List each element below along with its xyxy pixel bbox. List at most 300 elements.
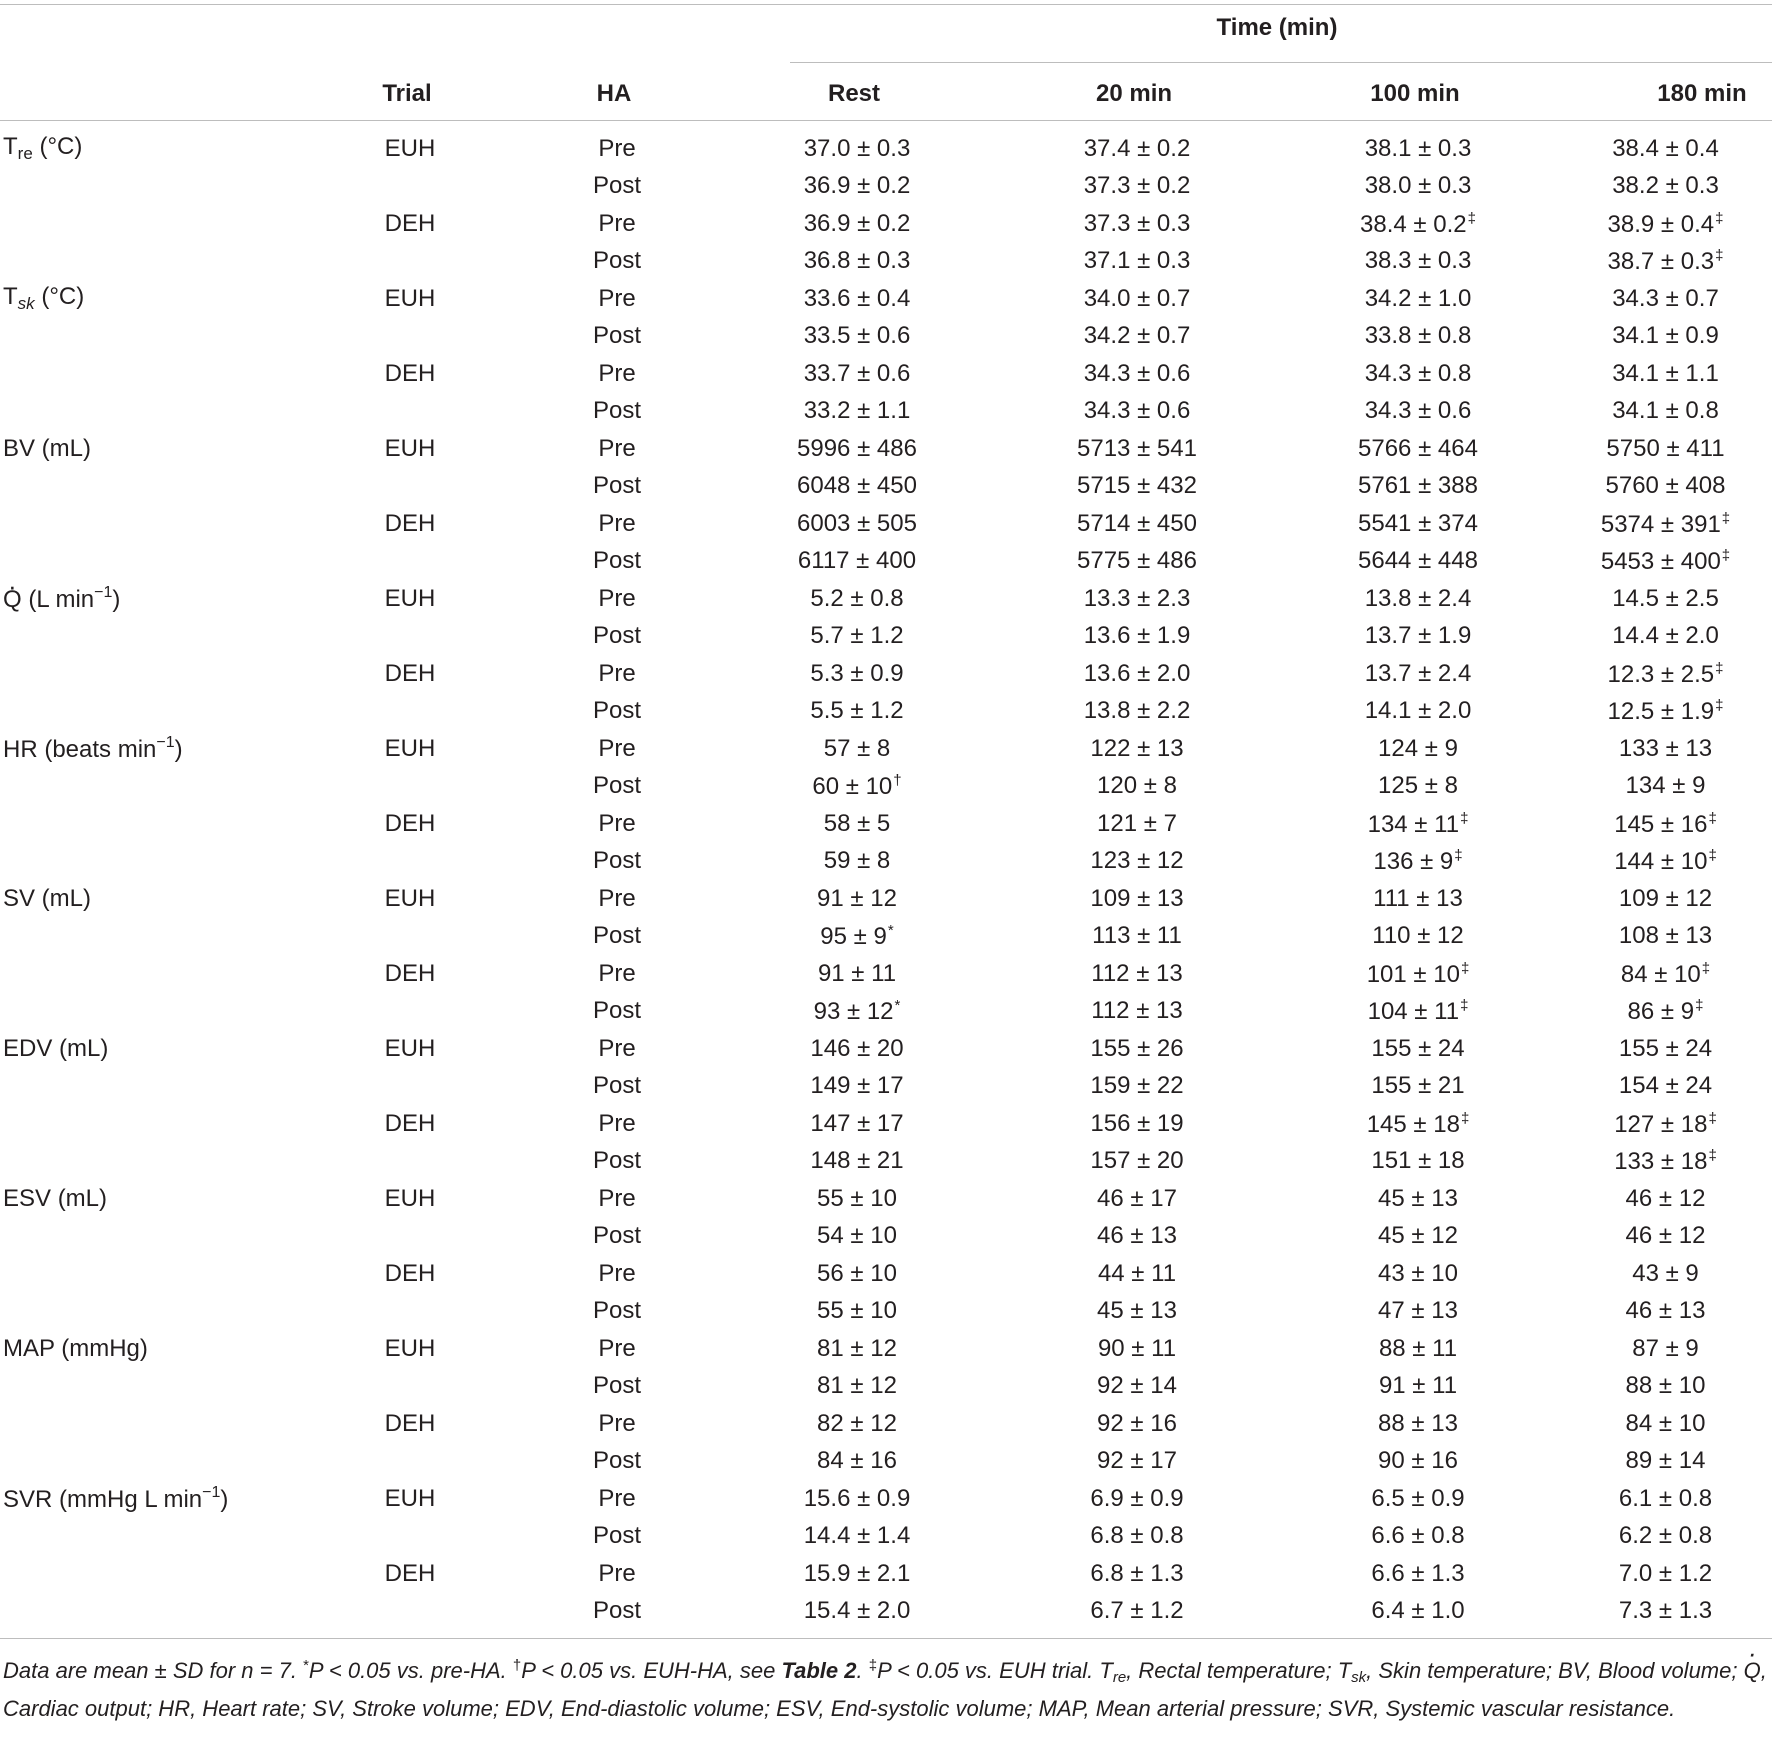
value-cell-rest bbox=[717, 543, 997, 581]
ha-cell: Pre bbox=[598, 659, 636, 687]
value-cell-rest bbox=[717, 918, 997, 956]
value-cell-20min bbox=[997, 580, 1277, 618]
value-cell-100min bbox=[1277, 843, 1559, 881]
table-row bbox=[0, 1293, 1772, 1331]
value-cell-20min bbox=[997, 468, 1277, 506]
value-cell-180min bbox=[1559, 1443, 1772, 1481]
value-text: 59 ± 8 bbox=[823, 847, 891, 875]
value-text: 37.1 ± 0.3 bbox=[1083, 247, 1191, 275]
value-cell-rest bbox=[717, 1180, 997, 1218]
table-row bbox=[0, 1143, 1772, 1181]
variable-cell bbox=[0, 130, 303, 168]
value-text: 38.1 ± 0.3 bbox=[1364, 134, 1472, 162]
value-text: 90 ± 11 bbox=[1097, 1334, 1177, 1362]
value-cell-20min bbox=[997, 505, 1277, 543]
value-text: 144 ± 10 bbox=[1614, 848, 1708, 876]
value-text: 125 ± 8 bbox=[1378, 772, 1458, 800]
variable-superscript: −1 bbox=[94, 584, 113, 602]
value-cell-180min bbox=[1559, 730, 1772, 768]
value-text: 133 ± 13 bbox=[1618, 734, 1713, 762]
value-text: 43 ± 10 bbox=[1378, 1259, 1458, 1287]
value-cell-180min bbox=[1559, 1518, 1772, 1556]
value-cell-100min bbox=[1277, 1480, 1559, 1518]
footnote-mark: ‡ bbox=[868, 1657, 878, 1674]
table-row bbox=[0, 918, 1772, 956]
value-cell-180min bbox=[1559, 1030, 1772, 1068]
value-text: 14.5 ± 2.5 bbox=[1612, 584, 1719, 612]
value-cell-rest bbox=[717, 730, 997, 768]
trial-cell bbox=[303, 1218, 517, 1256]
value-cell-100min bbox=[1277, 993, 1559, 1031]
table-row bbox=[0, 468, 1772, 506]
value-text: 38.4 ± 0.4 bbox=[1612, 134, 1719, 162]
ha-cell: Pre bbox=[598, 1409, 636, 1437]
time-span-rule bbox=[790, 62, 1772, 63]
variable-cell bbox=[0, 1555, 303, 1593]
value-cell-20min bbox=[997, 243, 1277, 281]
value-cell-20min bbox=[997, 430, 1277, 468]
table-row bbox=[0, 730, 1772, 768]
value-text: 5453 ± 400 bbox=[1600, 548, 1721, 576]
value-text: 124 ± 9 bbox=[1378, 734, 1458, 762]
value-cell-100min bbox=[1277, 318, 1559, 356]
value-cell-rest bbox=[717, 1105, 997, 1143]
variable-label: BV (mL) bbox=[3, 434, 92, 462]
trial-cell: EUH bbox=[384, 1484, 436, 1512]
value-text: 34.0 ± 0.7 bbox=[1083, 284, 1191, 312]
value-cell-180min bbox=[1559, 205, 1772, 243]
value-text: 148 ± 21 bbox=[810, 1147, 904, 1175]
trial-cell bbox=[303, 393, 517, 431]
ha-cell: Pre bbox=[598, 1184, 636, 1212]
value-cell-100min bbox=[1277, 1293, 1559, 1331]
table-row bbox=[0, 130, 1772, 168]
ha-cell: Post bbox=[592, 247, 642, 275]
value-cell-180min bbox=[1559, 580, 1772, 618]
value-cell-100min bbox=[1277, 1218, 1559, 1256]
value-text: 123 ± 12 bbox=[1090, 847, 1184, 875]
time-header: Time (min) bbox=[1216, 14, 1338, 41]
value-cell-rest bbox=[717, 880, 997, 918]
value-cell-180min bbox=[1559, 130, 1772, 168]
value-cell-180min bbox=[1559, 693, 1772, 731]
trial-cell: EUH bbox=[384, 134, 436, 162]
variable-cell bbox=[0, 243, 303, 281]
ha-cell: Post bbox=[592, 1297, 642, 1325]
ha-cell: Pre bbox=[598, 809, 636, 837]
value-cell-180min bbox=[1559, 1218, 1772, 1256]
table-row bbox=[0, 1555, 1772, 1593]
col-header-ha: HA bbox=[596, 80, 632, 107]
value-cell-180min bbox=[1559, 1068, 1772, 1106]
variable-cell bbox=[0, 918, 303, 956]
value-cell-20min bbox=[997, 1443, 1277, 1481]
value-text: 84 ± 16 bbox=[817, 1447, 897, 1475]
value-text: 55 ± 10 bbox=[817, 1297, 897, 1325]
value-cell-20min bbox=[997, 618, 1277, 656]
table-row bbox=[0, 280, 1772, 318]
ha-cell: Post bbox=[592, 1372, 642, 1400]
value-cell-rest bbox=[717, 355, 997, 393]
value-cell-100min bbox=[1277, 655, 1559, 693]
ha-cell: Post bbox=[592, 322, 642, 350]
value-text: 45 ± 13 bbox=[1378, 1184, 1458, 1212]
value-text: 15.4 ± 2.0 bbox=[803, 1597, 911, 1625]
value-cell-100min bbox=[1277, 1593, 1559, 1631]
trial-cell: DEH bbox=[384, 1559, 436, 1587]
value-cell-rest bbox=[717, 1368, 997, 1406]
variable-label: · Q bbox=[3, 588, 22, 612]
trial-cell: DEH bbox=[384, 359, 436, 387]
value-text: 88 ± 13 bbox=[1378, 1409, 1458, 1437]
variable-cell bbox=[0, 805, 303, 843]
significance-mark: ‡ bbox=[1715, 247, 1724, 265]
value-cell-rest bbox=[717, 468, 997, 506]
value-text: 5.3 ± 0.9 bbox=[810, 659, 904, 687]
variable-cell bbox=[0, 1180, 303, 1218]
variable-superscript: −1 bbox=[156, 734, 175, 752]
ha-cell: Post bbox=[592, 622, 642, 650]
value-cell-rest bbox=[717, 1255, 997, 1293]
value-text: 34.3 ± 0.8 bbox=[1364, 359, 1472, 387]
value-cell-100min bbox=[1277, 280, 1559, 318]
value-cell-20min bbox=[997, 730, 1277, 768]
value-text: 133 ± 18 bbox=[1614, 1148, 1708, 1176]
trial-cell: EUH bbox=[384, 584, 436, 612]
significance-mark: ‡ bbox=[1701, 959, 1711, 977]
footnote-q-dot: · Q bbox=[1744, 1655, 1761, 1686]
value-text: 13.8 ± 2.4 bbox=[1364, 584, 1472, 612]
significance-mark: * bbox=[887, 922, 894, 940]
footnote-text: , Skin temperature; BV, Blood volume; bbox=[1366, 1658, 1744, 1683]
value-cell-rest bbox=[717, 1443, 997, 1481]
trial-cell: DEH bbox=[384, 659, 436, 687]
value-text: 145 ± 18 bbox=[1366, 1110, 1460, 1138]
value-cell-100min bbox=[1277, 1518, 1559, 1556]
value-text: 6.8 ± 1.3 bbox=[1090, 1559, 1184, 1587]
variable-label: MAP (mmHg) bbox=[3, 1334, 148, 1362]
table-row bbox=[0, 1218, 1772, 1256]
value-text: 14.4 ± 2.0 bbox=[1612, 622, 1719, 650]
value-cell-rest bbox=[717, 993, 997, 1031]
value-text: 6048 ± 450 bbox=[797, 472, 917, 500]
variable-cell bbox=[0, 543, 303, 581]
value-cell-rest bbox=[717, 1068, 997, 1106]
value-text: 91 ± 12 bbox=[817, 884, 897, 912]
value-cell-20min bbox=[997, 993, 1277, 1031]
value-text: 6.2 ± 0.8 bbox=[1618, 1522, 1713, 1550]
variable-label: SVR (mmHg L min bbox=[3, 1486, 203, 1514]
variable-subscript: re bbox=[17, 144, 33, 164]
ha-cell: Post bbox=[592, 397, 642, 425]
value-text: 55 ± 10 bbox=[817, 1184, 897, 1212]
table-row bbox=[0, 843, 1772, 881]
value-text: 151 ± 18 bbox=[1371, 1147, 1465, 1175]
value-text: 145 ± 16 bbox=[1614, 810, 1708, 838]
table-row bbox=[0, 1368, 1772, 1406]
value-cell-20min bbox=[997, 1555, 1277, 1593]
value-cell-100min bbox=[1277, 1143, 1559, 1181]
table-row bbox=[0, 1030, 1772, 1068]
value-text: 87 ± 9 bbox=[1632, 1334, 1699, 1362]
ha-cell: Pre bbox=[598, 359, 636, 387]
value-cell-100min bbox=[1277, 205, 1559, 243]
ha-cell: Pre bbox=[598, 959, 636, 987]
value-text: 34.1 ± 0.8 bbox=[1612, 397, 1719, 425]
value-text: 155 ± 21 bbox=[1371, 1072, 1465, 1100]
value-cell-20min bbox=[997, 843, 1277, 881]
variable-cell bbox=[0, 580, 303, 618]
value-cell-20min bbox=[997, 1293, 1277, 1331]
value-text: 5760 ± 408 bbox=[1605, 472, 1726, 500]
table-footnote bbox=[3, 1650, 1768, 1724]
table-row bbox=[0, 543, 1772, 581]
table-row bbox=[0, 1518, 1772, 1556]
variable-cell bbox=[0, 505, 303, 543]
data-table bbox=[0, 130, 1772, 1630]
value-text: 90 ± 16 bbox=[1378, 1447, 1458, 1475]
ha-cell: Pre bbox=[598, 209, 636, 237]
value-text: 155 ± 26 bbox=[1090, 1034, 1184, 1062]
value-text: 82 ± 12 bbox=[817, 1409, 897, 1437]
variable-superscript: −1 bbox=[202, 1484, 221, 1502]
table-row bbox=[0, 318, 1772, 356]
value-text: 109 ± 13 bbox=[1090, 884, 1184, 912]
trial-cell: EUH bbox=[384, 284, 436, 312]
value-cell-180min bbox=[1559, 880, 1772, 918]
footnote-text: P < 0.05 vs. pre-HA. bbox=[308, 1658, 513, 1683]
value-cell-180min bbox=[1559, 618, 1772, 656]
value-cell-rest bbox=[717, 1405, 997, 1443]
table-row bbox=[0, 1593, 1772, 1631]
value-text: 5761 ± 388 bbox=[1358, 472, 1478, 500]
value-text: 33.7 ± 0.6 bbox=[803, 359, 911, 387]
value-cell-100min bbox=[1277, 768, 1559, 806]
ha-cell: Pre bbox=[598, 434, 636, 462]
value-cell-20min bbox=[997, 1218, 1277, 1256]
trial-cell bbox=[303, 1518, 517, 1556]
value-text: 60 ± 10 bbox=[812, 773, 893, 801]
ha-cell: Post bbox=[592, 772, 642, 800]
value-cell-20min bbox=[997, 655, 1277, 693]
value-text: 47 ± 13 bbox=[1378, 1297, 1458, 1325]
header-rule bbox=[0, 120, 1772, 121]
trial-cell bbox=[303, 318, 517, 356]
value-text: 45 ± 13 bbox=[1097, 1297, 1177, 1325]
ha-cell: Pre bbox=[598, 734, 636, 762]
value-cell-180min bbox=[1559, 655, 1772, 693]
variable-cell bbox=[0, 730, 303, 768]
value-text: 6.9 ± 0.9 bbox=[1090, 1484, 1184, 1512]
variable-cell bbox=[0, 768, 303, 806]
ha-cell: Pre bbox=[598, 1334, 636, 1362]
value-cell-100min bbox=[1277, 1405, 1559, 1443]
variable-unit-end: ) bbox=[112, 586, 121, 614]
value-text: 104 ± 11 bbox=[1367, 998, 1460, 1026]
value-text: 6.8 ± 0.8 bbox=[1090, 1522, 1184, 1550]
table-row bbox=[0, 580, 1772, 618]
value-cell-20min bbox=[997, 205, 1277, 243]
significance-mark: ‡ bbox=[1708, 1109, 1717, 1127]
value-text: 88 ± 10 bbox=[1625, 1372, 1706, 1400]
trial-cell bbox=[303, 768, 517, 806]
value-text: 121 ± 7 bbox=[1097, 809, 1177, 837]
trial-cell: DEH bbox=[384, 209, 436, 237]
variable-unit: (L min bbox=[21, 586, 95, 614]
value-cell-rest bbox=[717, 1518, 997, 1556]
variable-cell bbox=[0, 1405, 303, 1443]
value-text: 14.1 ± 2.0 bbox=[1364, 697, 1472, 725]
trial-cell: DEH bbox=[384, 809, 436, 837]
value-cell-20min bbox=[997, 130, 1277, 168]
ha-cell: Post bbox=[592, 172, 642, 200]
value-cell-20min bbox=[997, 1330, 1277, 1368]
value-cell-20min bbox=[997, 1143, 1277, 1181]
value-cell-180min bbox=[1559, 1143, 1772, 1181]
value-cell-rest bbox=[717, 505, 997, 543]
variable-cell bbox=[0, 843, 303, 881]
trial-cell: EUH bbox=[384, 1184, 436, 1212]
variable-cell bbox=[0, 1480, 303, 1518]
significance-mark: ‡ bbox=[1715, 659, 1724, 677]
variable-cell bbox=[0, 618, 303, 656]
significance-mark: ‡ bbox=[1708, 1147, 1717, 1165]
value-cell-100min bbox=[1277, 505, 1559, 543]
value-text: 113 ± 11 bbox=[1092, 922, 1182, 950]
value-cell-20min bbox=[997, 355, 1277, 393]
value-text: 36.9 ± 0.2 bbox=[803, 172, 911, 200]
trial-cell bbox=[303, 1593, 517, 1631]
value-text: 110 ± 12 bbox=[1372, 922, 1464, 950]
value-text: 45 ± 12 bbox=[1378, 1222, 1458, 1250]
variable-label: T bbox=[3, 283, 18, 311]
value-cell-20min bbox=[997, 280, 1277, 318]
value-text: 6.5 ± 0.9 bbox=[1371, 1484, 1465, 1512]
value-cell-20min bbox=[997, 1368, 1277, 1406]
variable-cell bbox=[0, 693, 303, 731]
value-cell-180min bbox=[1559, 955, 1772, 993]
variable-cell bbox=[0, 1518, 303, 1556]
table-row bbox=[0, 993, 1772, 1031]
value-text: 5644 ± 448 bbox=[1358, 547, 1478, 575]
value-cell-20min bbox=[997, 955, 1277, 993]
variable-cell bbox=[0, 168, 303, 206]
value-text: 92 ± 14 bbox=[1097, 1372, 1177, 1400]
value-cell-20min bbox=[997, 1030, 1277, 1068]
value-text: 13.7 ± 2.4 bbox=[1364, 659, 1472, 687]
value-text: 155 ± 24 bbox=[1618, 1034, 1713, 1062]
ha-cell: Pre bbox=[598, 584, 636, 612]
value-cell-100min bbox=[1277, 955, 1559, 993]
value-text: 5.2 ± 0.8 bbox=[810, 584, 904, 612]
value-cell-20min bbox=[997, 1180, 1277, 1218]
value-cell-20min bbox=[997, 1518, 1277, 1556]
variable-cell bbox=[0, 1593, 303, 1631]
value-cell-rest bbox=[717, 205, 997, 243]
footnote-subscript: sk bbox=[1351, 1669, 1367, 1686]
value-cell-20min bbox=[997, 1105, 1277, 1143]
value-text: 5775 ± 486 bbox=[1077, 547, 1197, 575]
value-text: 6.1 ± 0.8 bbox=[1618, 1484, 1713, 1512]
value-cell-rest bbox=[717, 1218, 997, 1256]
value-cell-rest bbox=[717, 318, 997, 356]
trial-cell bbox=[303, 918, 517, 956]
variable-cell bbox=[0, 1255, 303, 1293]
trial-cell bbox=[303, 1443, 517, 1481]
value-text: 34.3 ± 0.6 bbox=[1083, 397, 1191, 425]
value-cell-rest bbox=[717, 955, 997, 993]
trial-cell bbox=[303, 1368, 517, 1406]
significance-mark: ‡ bbox=[1695, 997, 1704, 1015]
trial-cell: DEH bbox=[384, 509, 436, 537]
value-text: 81 ± 12 bbox=[817, 1372, 897, 1400]
table-row bbox=[0, 1480, 1772, 1518]
ha-cell: Pre bbox=[598, 1259, 636, 1287]
value-cell-rest bbox=[717, 1143, 997, 1181]
trial-cell bbox=[303, 693, 517, 731]
value-text: 5.5 ± 1.2 bbox=[810, 697, 904, 725]
footnote-text: , Rectal temperature; T bbox=[1126, 1658, 1352, 1683]
footnote-text: P < 0.05 vs. EUH trial. T bbox=[877, 1658, 1113, 1683]
table-row bbox=[0, 1105, 1772, 1143]
table-row bbox=[0, 618, 1772, 656]
value-cell-180min bbox=[1559, 768, 1772, 806]
variable-cell bbox=[0, 393, 303, 431]
ha-cell: Post bbox=[592, 697, 642, 725]
value-text: 156 ± 19 bbox=[1090, 1109, 1184, 1137]
variable-cell bbox=[0, 880, 303, 918]
trial-cell bbox=[303, 993, 517, 1031]
value-text: 89 ± 14 bbox=[1625, 1447, 1706, 1475]
variable-cell bbox=[0, 1443, 303, 1481]
value-text: 6.7 ± 1.2 bbox=[1090, 1597, 1184, 1625]
table-row bbox=[0, 955, 1772, 993]
value-cell-rest bbox=[717, 655, 997, 693]
value-cell-20min bbox=[997, 1405, 1277, 1443]
value-text: 46 ± 12 bbox=[1625, 1184, 1706, 1212]
value-cell-rest bbox=[717, 1480, 997, 1518]
value-text: 37.3 ± 0.3 bbox=[1083, 209, 1191, 237]
value-text: 13.7 ± 1.9 bbox=[1364, 622, 1472, 650]
value-cell-180min bbox=[1559, 1405, 1772, 1443]
significance-mark: ‡ bbox=[1454, 847, 1463, 865]
ha-cell: Post bbox=[592, 1222, 642, 1250]
table-row bbox=[0, 880, 1772, 918]
value-cell-rest bbox=[717, 1555, 997, 1593]
value-cell-180min bbox=[1559, 318, 1772, 356]
table-row bbox=[0, 1068, 1772, 1106]
value-text: 93 ± 12 bbox=[813, 998, 894, 1026]
variable-cell bbox=[0, 280, 303, 318]
value-text: 155 ± 24 bbox=[1371, 1034, 1465, 1062]
footnote-mark: * bbox=[303, 1657, 309, 1674]
value-cell-100min bbox=[1277, 168, 1559, 206]
value-text: 46 ± 12 bbox=[1625, 1222, 1706, 1250]
value-cell-20min bbox=[997, 918, 1277, 956]
variable-cell bbox=[0, 655, 303, 693]
variable-label: SV (mL) bbox=[3, 884, 92, 912]
footnote-text: , Cardiac output; HR, Heart rate; SV, Stroke volume; EDV, End-diastolic volume; ESV, End-systolic volume; MAP, Mean arterial pressure; SVR, Systemic vascular resistance. bbox=[3, 1658, 1767, 1721]
table-row bbox=[0, 693, 1772, 731]
value-text: 7.3 ± 1.3 bbox=[1618, 1597, 1713, 1625]
value-cell-180min bbox=[1559, 993, 1772, 1031]
table-reference-link[interactable]: Table 2 bbox=[781, 1658, 857, 1683]
value-text: 34.3 ± 0.7 bbox=[1612, 284, 1719, 312]
value-text: 46 ± 17 bbox=[1097, 1184, 1177, 1212]
value-cell-rest bbox=[717, 168, 997, 206]
value-text: 46 ± 13 bbox=[1625, 1297, 1706, 1325]
trial-cell bbox=[303, 168, 517, 206]
